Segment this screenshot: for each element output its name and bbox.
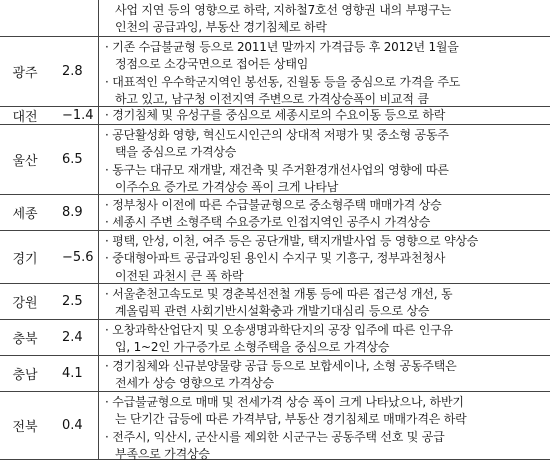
description-line: 부족으로 가격상승: [115, 446, 210, 461]
value-cell: 2.8: [62, 64, 83, 79]
table-row: [0, 230, 550, 283]
description-line: · 경기침체와 신규분양물량 공급 등으로 보합세이나, 소형 공동주택은: [105, 359, 457, 373]
table-row: [0, 0, 550, 36]
region-cell: 대전: [12, 110, 38, 125]
description-line: 인천의 공급과잉, 부동산 경기침체로 하락: [115, 20, 327, 35]
description-cell: [98, 125, 550, 194]
value-cell: 2.5: [62, 294, 83, 309]
description-cell: [98, 320, 550, 355]
description-line: · 공단활성화 영향, 혁신도시인근의 상대적 저평가 및 중소형 공동주: [105, 128, 449, 142]
description-line: · 동구는 대규모 재개발, 재건축 및 주거환경개선사업의 영향에 따른: [105, 162, 449, 177]
description-line: 정점으로 소강국면으로 접어든 상태임: [115, 57, 309, 72]
description-line: · 중대형아파트 공급과잉된 용인시 수지구 및 기흥구, 정부과천청사: [105, 251, 446, 266]
table-row: [0, 391, 550, 460]
description-line: 이주수요 증가로 가격상승 폭이 크게 나타남: [115, 179, 339, 194]
description-line: 계올림픽 관련 사회기반시설확충과 개발기대심리 등으로 상승: [115, 304, 430, 319]
description-line: 하고 있고, 남구청 이전지역 주변으로 가격상승폭이 비교적 큼: [115, 91, 429, 106]
table-row: [0, 106, 550, 124]
description-line: · 세종시 주변 소형주택 수요증가로 인접지역인 공주시 가격상승: [105, 215, 431, 230]
region-cell: 울산: [12, 154, 38, 169]
description-cell: [98, 356, 550, 391]
description-line: 는 단기간 급등에 따른 가격부담, 부동산 경기침체로 매매가격은 하락: [115, 412, 467, 427]
description-cell: [98, 392, 550, 459]
value-cell: −5.6: [62, 249, 94, 265]
value-cell: 2.4: [62, 330, 83, 345]
value-cell: 0.4: [62, 418, 83, 433]
description-line: 사업 지연 등의 영향으로 하락, 지하철7호선 영향권 내의 부평구는: [115, 3, 452, 17]
table-row: [0, 194, 550, 230]
table-row: [0, 319, 550, 355]
description-line: · 정부청사 이전에 따른 수급불균형으로 중소형주택 매매가격 상승: [105, 198, 442, 212]
description-cell: [98, 231, 550, 283]
description-line: · 오창과학산업단지 및 오송생명과학단지의 공장 입주에 따른 인구유: [105, 323, 453, 337]
table-row: [0, 36, 550, 106]
description-line: 전세가 상승 영향으로 가격상승: [115, 376, 274, 391]
value-cell: [50, 0, 98, 36]
value-cell: −1.4: [62, 108, 94, 123]
description-cell: [98, 107, 550, 124]
region-cell: 충북: [12, 332, 38, 347]
description-cell: [98, 0, 550, 36]
table-row: [0, 355, 550, 391]
description-cell: [98, 37, 550, 106]
region-cell: 전북: [12, 420, 38, 435]
description-cell: [98, 195, 550, 230]
description-line: · 대표적인 우수학군지역인 봉선동, 진월동 등을 중심으로 가격을 주도: [105, 74, 461, 89]
description-line: 이전된 과천시 큰 폭 하락: [115, 268, 244, 283]
description-line: · 기존 수급불균형 등으로 2011년 말까지 가격급등 후 2012년 1월을: [105, 40, 459, 54]
description-line: · 평택, 안성, 이천, 여주 등은 공단개발, 택지개발사업 등 영향으로 약상승: [105, 234, 479, 248]
description-cell: [98, 284, 550, 319]
description-line: · 수급불균형으로 매매 및 전세가격 상승 폭이 크게 나타났으나, 하반기: [105, 395, 464, 409]
table-row: [0, 124, 550, 194]
region-cell: 경기: [12, 251, 38, 267]
value-cell: 4.1: [62, 366, 83, 381]
table-row: [0, 283, 550, 319]
description-line: · 서울춘천고속도로 및 경춘복선전철 개통 등에 따른 접근성 개선, 동: [105, 287, 453, 301]
region-cell: 충남: [12, 368, 38, 383]
value-cell: 8.9: [62, 205, 83, 220]
description-line: 택을 중심으로 가격상승: [115, 145, 237, 160]
value-cell: 6.5: [62, 152, 83, 167]
description-line: · 경기침체 및 유성구를 중심으로 세종시로의 수요이동 등으로 하락: [105, 108, 446, 122]
region-cell: [0, 0, 50, 36]
description-line: 입, 1~2인 가구증가로 소형주택을 중심으로 가격상승: [115, 340, 390, 355]
region-cell: 강원: [12, 296, 38, 311]
region-cell: 광주: [12, 66, 38, 81]
description-line: · 전주시, 익산시, 군산시를 제외한 시군구는 공동주택 선호 및 공급: [105, 429, 445, 444]
region-cell: 세종: [12, 207, 38, 222]
